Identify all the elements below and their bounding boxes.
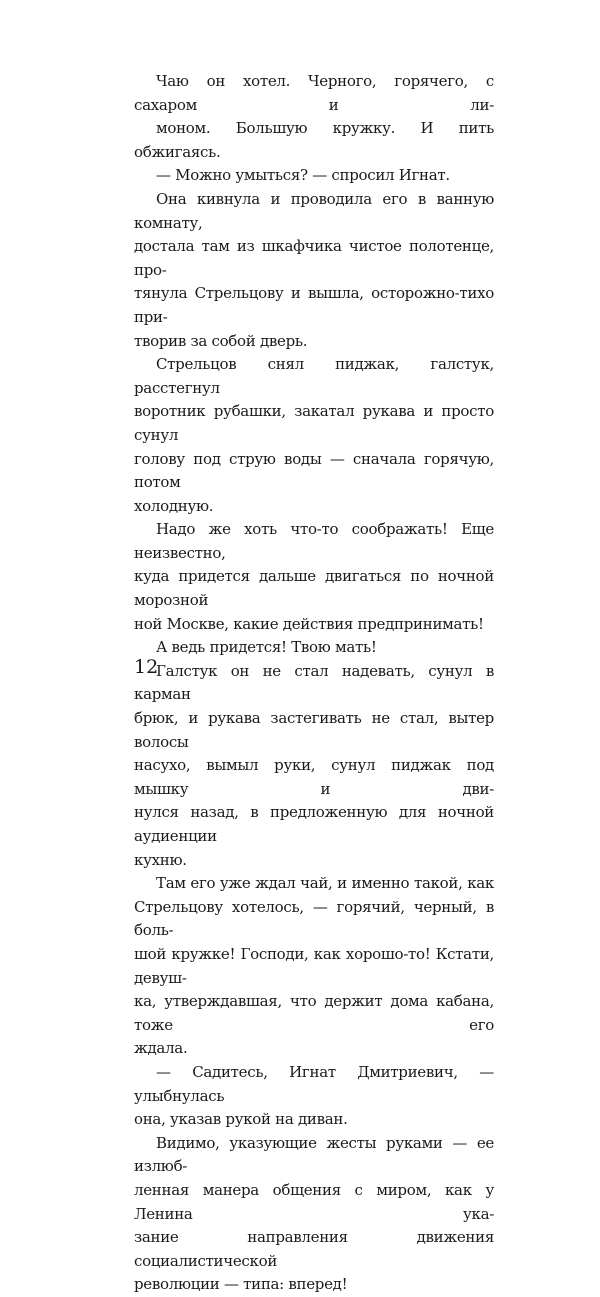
paragraph	[134, 660, 494, 872]
body-text	[134, 70, 494, 1297]
paragraph	[134, 518, 494, 636]
book-page	[134, 70, 494, 1297]
text-line: моном. Большую кружку. И пить обжигаясь.	[134, 119, 494, 161]
text-line: нулся назад, в предложенную для ночной аудиенции	[134, 803, 494, 845]
text-line: куда придется дальше двигаться по ночной морозной	[134, 567, 494, 610]
text-line: Галстук он не стал надевать, сунул в карман	[134, 661, 494, 704]
text-line: Надо же хоть что-то соображать! Еще неизвестно,	[134, 520, 494, 562]
page-number: 12	[134, 656, 159, 678]
text-line: тянула Стрельцову и вышла, осторожно-тихо при-	[134, 284, 494, 326]
text-line: Видимо, указующие жесты руками — ее излюб-	[134, 1133, 494, 1176]
text-line: Стрельцову хотелось, — горячий, черный, в боль-	[134, 897, 494, 940]
text-line: зание направления движения социалистической	[134, 1228, 494, 1270]
text-line: голову под струю воды — сначала горячую, потом	[134, 449, 494, 492]
text-line: Чаю он хотел. Черного, горячего, с сахаром и ли-	[134, 72, 494, 114]
text-line: Там его уже ждал чай, и именно такой, как	[156, 874, 494, 893]
text-line: ждала.	[134, 1039, 188, 1058]
text-line: Она кивнула и проводила его в ванную комнату,	[134, 189, 494, 232]
paragraph	[134, 188, 494, 353]
paragraph	[134, 1132, 494, 1297]
text-line: — Можно умыться? — спросил Игнат.	[156, 166, 450, 185]
paragraph	[134, 872, 494, 1061]
paragraph	[134, 70, 494, 164]
paragraph	[134, 636, 494, 660]
text-line: кухню.	[134, 850, 187, 869]
paragraph	[134, 1061, 494, 1132]
text-line: творив за собой дверь.	[134, 331, 308, 350]
text-line: ленная манера общения с миром, как у Ленина ука-	[134, 1180, 494, 1223]
text-line: А ведь придется! Твою мать!	[156, 638, 377, 657]
text-line: холодную.	[134, 496, 214, 515]
text-line: шой кружке! Господи, как хорошо-то! Кстати, девуш-	[134, 944, 494, 987]
text-line: достала там из шкафчика чистое полотенце, про-	[134, 237, 494, 279]
text-line: Стрельцов снял пиджак, галстук, расстегнул	[134, 355, 494, 397]
text-line: насухо, вымыл руки, сунул пиджак под мышку и дви-	[134, 756, 494, 798]
text-line: ной Москве, какие действия предпринимать!	[134, 614, 484, 633]
paragraph	[134, 353, 494, 518]
text-line: — Садитесь, Игнат Дмитриевич, — улыбнулась	[134, 1062, 494, 1105]
text-line: воротник рубашки, закатал рукава и просто сунул	[134, 402, 494, 444]
text-line: ка, утверждавшая, что держит дома кабана, тоже его	[134, 992, 494, 1034]
text-line: революции — типа: вперед!	[134, 1275, 348, 1294]
paragraph	[134, 164, 494, 188]
text-line: брюк, и рукава застегивать не стал, вытер волосы	[134, 709, 494, 751]
text-line: она, указав рукой на диван.	[134, 1110, 348, 1129]
